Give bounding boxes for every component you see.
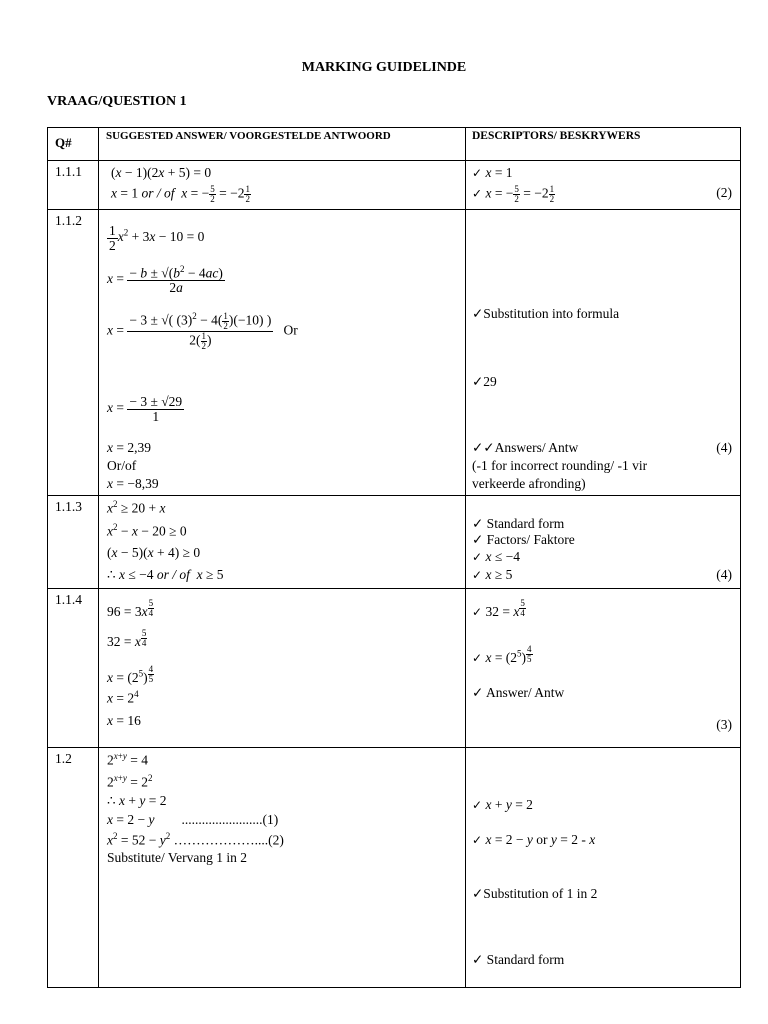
table-row <box>48 161 741 210</box>
answer-line: x = − 3 ± √( $(3)^2 - 4$( $\frac{1}{2}$ )(−10) ) 2( $\frac{1}{2}$ ) Or <box>107 311 298 351</box>
answer-line: x = 2,39 <box>107 440 151 455</box>
answer-cell <box>99 210 466 496</box>
answer-line: x = 1 or / of x = − $\frac{5}{2}$ = −2 $\frac{1}{2}$ <box>111 184 250 204</box>
answer-line: Or/of <box>107 458 137 473</box>
header-answer: SUGGESTED ANSWER/ VOORGESTELDE ANTWOORD <box>99 128 466 161</box>
descriptor-cell <box>466 589 741 748</box>
mark-total: (4) <box>716 440 732 455</box>
descriptor-line: ✓ Answer/ Antw <box>472 685 565 700</box>
check-icon: ✓ <box>472 798 483 812</box>
answer-line: $\frac{1}{2}$ $x^2 + 3x - 10 = 0$ <box>109 223 205 253</box>
answer-line: 32 = x $^{\frac{5}{4}}$ <box>107 628 147 650</box>
mark-total: (2) <box>716 185 732 200</box>
q-number: 1.1.4 <box>55 592 82 607</box>
q-cell <box>48 161 99 210</box>
check-icon: ✓ <box>472 833 483 847</box>
descriptor-cell <box>466 748 741 988</box>
descriptor-line: ✓ x ≥ 5 <box>472 567 513 582</box>
answer-line: x = 2 − y ........................(1) <box>107 812 279 827</box>
q-cell <box>48 589 99 748</box>
answer-line: $x^2 \ge 20 + x$ <box>107 499 166 516</box>
answer-line: $2^{x+y} = 2^2$ <box>107 773 153 790</box>
answer-line: x = 16 <box>107 713 141 728</box>
descriptor-line: ✓ 32 = x $^{\frac{5}{4}}$ <box>472 598 525 620</box>
page-title: MARKING GUIDELINDE <box>301 60 467 75</box>
marking-table <box>47 127 741 988</box>
table-row <box>48 589 741 748</box>
descriptor-line: (-1 for incorrect rounding/ -1 vir <box>472 458 648 473</box>
q-number: 1.2 <box>55 751 72 766</box>
answer-cell <box>99 161 466 210</box>
q-cell <box>48 496 99 589</box>
answer-cell <box>99 496 466 589</box>
table-row <box>48 496 741 589</box>
descriptor-line: ✓ $x = (2^5)$ $^{\frac{4}{5}}$ <box>472 644 532 666</box>
answer-line: $x^2 = 52 - y^2$ ………………....(2) <box>107 831 284 848</box>
descriptor-line: ✓ Factors/ Faktore <box>472 532 575 547</box>
answer-cell <box>99 748 466 988</box>
answer-line: ∴ x + y = 2 <box>107 793 167 808</box>
q-number: 1.1.2 <box>55 213 82 228</box>
answer-cell <box>99 589 466 748</box>
descriptor-line: ✓29 <box>472 374 497 389</box>
header-descriptors: DESCRIPTORS/ BESKRYWERS <box>466 128 741 161</box>
descriptor-line: ✓ x = 2 − y or y = 2 - x <box>472 832 596 847</box>
answer-line: x = $\frac{- 3 \pm √29}{1}$ <box>107 394 183 424</box>
descriptor-line: ✓ x ≤ −4 <box>472 549 520 564</box>
descriptor-line: verkeerde afronding) <box>472 476 586 491</box>
check-icon: ✓ <box>472 166 483 180</box>
mark-total: (4) <box>716 567 732 582</box>
descriptor-line: ✓ x + y = 2 <box>472 797 533 812</box>
check-icon: ✓ <box>472 550 483 564</box>
answer-line: x = −8,39 <box>107 476 159 491</box>
descriptor-line: ✓✓Answers/ Antw <box>472 440 579 455</box>
q-number: 1.1.3 <box>55 499 82 514</box>
answer-line: x = $\frac{- b \pm √(b^2 - 4ac)}{2a}$ <box>107 264 223 295</box>
answer-line: Substitute/ Vervang 1 in 2 <box>107 850 247 865</box>
q-number: 1.1.1 <box>55 164 82 179</box>
q-cell <box>48 210 99 496</box>
descriptor-cell <box>466 161 741 210</box>
check-icon: ✓ <box>472 568 483 582</box>
answer-line: $x = (2^5)$ $^{\frac{4}{5}}$ <box>107 664 154 686</box>
descriptor-cell <box>466 210 741 496</box>
answer-line: (x − 5)(x + 4) ≥ 0 <box>107 545 201 560</box>
equation-ref-2: ………………....(2) <box>173 832 284 848</box>
descriptor-line: ✓ x = 1 <box>472 165 513 180</box>
descriptor-line: ✓ Standard form <box>472 516 565 531</box>
table-row <box>48 748 741 988</box>
answer-line: ∴ x ≤ −4 or / of x ≥ 5 <box>107 567 224 582</box>
header-q: Q# <box>48 128 99 161</box>
answer-line: $x^2 - x - 20 \ge 0$ <box>107 522 187 539</box>
descriptor-line: ✓ x = − $\frac{5}{2}$ = −2 $\frac{1}{2}$ <box>472 184 555 204</box>
check-icon: ✓ <box>472 186 483 201</box>
q-cell <box>48 748 99 988</box>
table-row <box>48 210 741 496</box>
check-icon: ✓ <box>472 605 483 620</box>
answer-line: $2^{x+y} = 4$ <box>107 751 148 768</box>
answer-line: 96 = 3x $^{\frac{5}{4}}$ <box>107 598 154 620</box>
answer-line: $x = 2^4$ <box>107 689 139 706</box>
descriptor-line: ✓Substitution of 1 in 2 <box>472 886 598 901</box>
question-heading: VRAAG/QUESTION 1 <box>47 94 187 109</box>
descriptor-line: ✓ Standard form <box>472 952 565 967</box>
table-header-row <box>48 128 741 161</box>
equation-ref-1: ........................(1) <box>181 812 279 827</box>
answer-line: (x − 1)(2x + 5) = 0 <box>111 165 212 180</box>
descriptor-cell <box>466 496 741 589</box>
check-icon: ✓ <box>472 651 483 666</box>
mark-total: (3) <box>716 717 732 732</box>
descriptor-line: ✓Substitution into formula <box>472 306 620 321</box>
